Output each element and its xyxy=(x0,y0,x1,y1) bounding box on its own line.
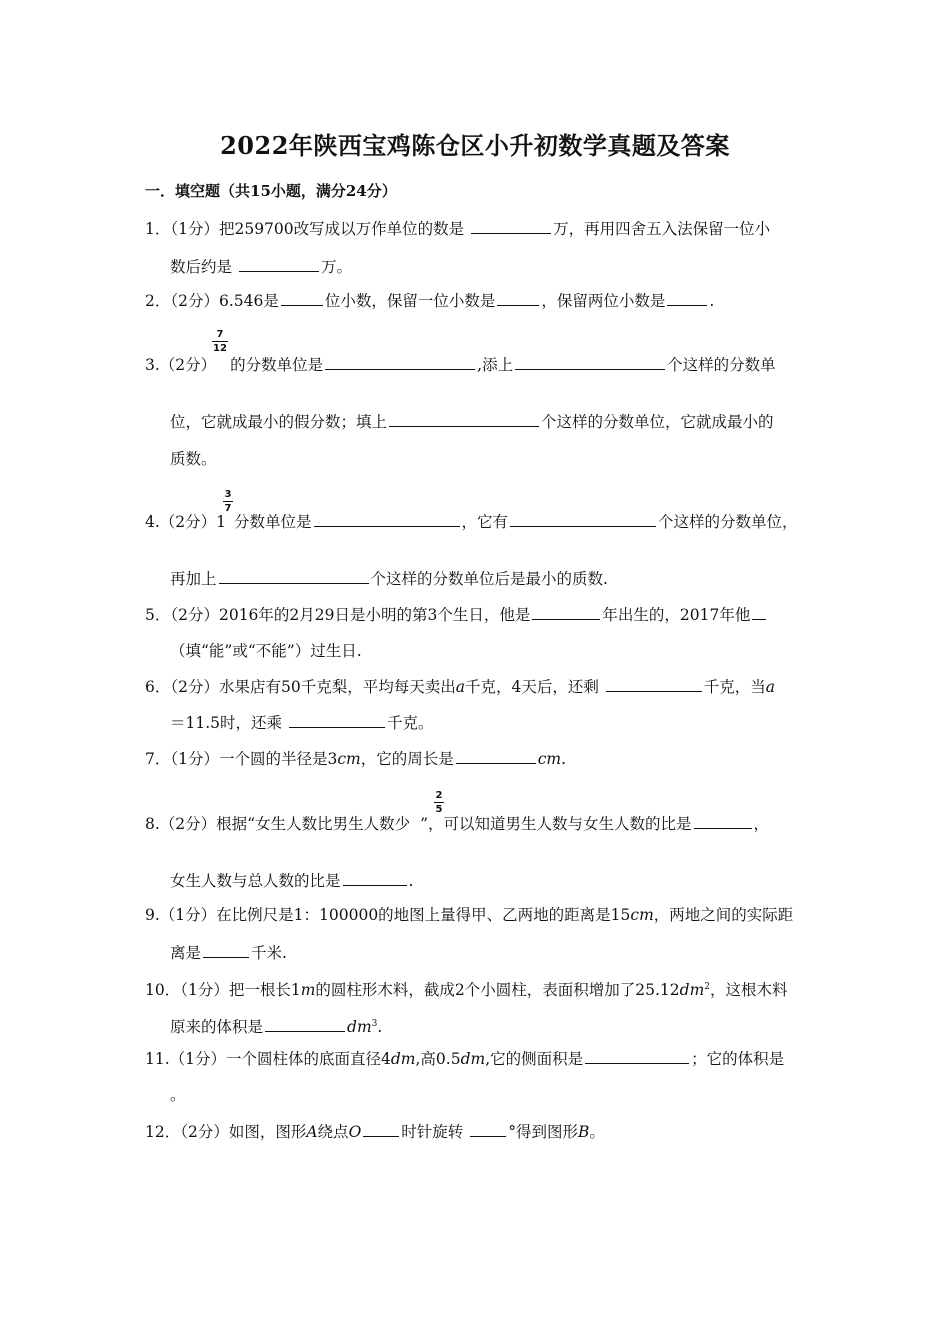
question-text: 女生人数与总人数的比是 xyxy=(170,872,341,890)
question-11-line-1 xyxy=(145,1048,784,1069)
question-text: ，它的周长是 xyxy=(360,750,454,768)
fraction-denominator: 7 xyxy=(224,503,232,514)
fraction-bar xyxy=(212,341,228,342)
question-text: 的圆柱形木料，截成2个小圆柱，表面积增加了25.12 xyxy=(315,981,680,1000)
question-3-line-2 xyxy=(170,411,774,432)
fraction-7-12 xyxy=(212,329,228,354)
question-text: . xyxy=(561,750,567,768)
answer-blank[interactable] xyxy=(471,218,551,234)
question-10-line-2 xyxy=(170,1014,382,1037)
question-text: 4.（2分）1 xyxy=(145,513,227,531)
answer-blank[interactable] xyxy=(289,712,385,728)
question-text: 千克，当 xyxy=(703,678,766,696)
question-text: 质数。 xyxy=(170,450,217,468)
answer-blank[interactable] xyxy=(325,354,475,370)
unit-dm: dm xyxy=(347,1018,372,1037)
question-text: . xyxy=(408,872,414,890)
question-text: 10．（1分）把一根长1 xyxy=(145,981,301,1000)
question-1-line-2 xyxy=(170,256,352,277)
question-text: 分数单位是 xyxy=(234,513,312,531)
question-text: ,它的侧面积是 xyxy=(485,1050,584,1068)
question-text: °得到图形 xyxy=(508,1123,578,1141)
variable-a: a xyxy=(765,678,776,696)
question-text: 3.（2分） xyxy=(145,356,217,374)
question-text: 时针旋转 xyxy=(401,1123,464,1141)
question-text: 年出生的，2017年他 xyxy=(602,606,751,624)
answer-blank[interactable] xyxy=(343,870,407,886)
question-text: 12．（2分）如图，图形 xyxy=(145,1123,307,1141)
question-5-line-2 xyxy=(170,641,362,661)
question-4-line-2 xyxy=(170,568,608,589)
fraction-numerator: 3 xyxy=(224,489,232,500)
question-text: 9.（1分）在比例尺是1：100000的地图上量得甲、乙两地的距离是15 xyxy=(145,906,631,924)
unit-cm: cm xyxy=(337,750,361,768)
answer-blank[interactable] xyxy=(585,1048,689,1064)
fraction-denominator: 12 xyxy=(213,343,227,354)
question-text: 5．（2分）2016年的2月29日是小明的第3个生日，他是 xyxy=(145,606,531,624)
question-text: 6．（2分）水果店有50千克梨，平均每天卖出 xyxy=(145,678,456,696)
question-text: 数后约是 xyxy=(170,258,233,276)
fraction-2-5 xyxy=(434,790,444,815)
answer-blank[interactable] xyxy=(203,942,249,958)
variable-a: a xyxy=(455,678,465,696)
question-text: 7．（1分）一个圆的半径是3 xyxy=(145,750,338,768)
question-text: ，保留两位小数是 xyxy=(541,292,666,310)
question-6-line-1 xyxy=(145,676,775,697)
answer-blank[interactable] xyxy=(515,354,665,370)
question-12-line-1 xyxy=(145,1121,605,1142)
question-text: 千克，4天后，还剩 xyxy=(464,678,599,696)
question-text: 。 xyxy=(170,1086,186,1104)
question-11-line-2 xyxy=(170,1085,186,1105)
answer-blank[interactable] xyxy=(219,568,369,584)
unit-cm: cm xyxy=(630,906,654,924)
question-text: ”，可以知道男生人数与女生人数的比是 xyxy=(420,815,692,833)
unit-dm: dm xyxy=(390,1050,416,1068)
question-9-line-1 xyxy=(145,905,793,925)
answer-blank[interactable] xyxy=(456,748,536,764)
question-text: ,添上 xyxy=(477,356,514,374)
question-text: 。 xyxy=(589,1123,605,1141)
answer-blank[interactable] xyxy=(510,511,656,527)
fraction-bar xyxy=(434,802,444,803)
answer-blank[interactable] xyxy=(239,256,319,272)
question-6-line-2 xyxy=(170,712,433,733)
question-text: ,高0.5 xyxy=(415,1050,461,1068)
answer-blank[interactable] xyxy=(314,511,460,527)
question-8-line-2 xyxy=(170,870,413,891)
answer-blank[interactable] xyxy=(470,1121,506,1137)
question-text: ，两地之间的实际距 xyxy=(653,906,794,924)
question-text: 绕点 xyxy=(317,1123,349,1141)
question-text: ＝11.5时，还乘 xyxy=(170,714,283,732)
question-7-line-1 xyxy=(145,748,566,769)
question-3-line-3 xyxy=(170,449,217,469)
question-text: 千米. xyxy=(251,944,287,962)
answer-blank[interactable] xyxy=(667,290,707,306)
question-text: ，它有 xyxy=(461,513,509,531)
question-text: 个这样的分数单位， xyxy=(658,513,798,531)
question-text: 再加上 xyxy=(170,570,217,588)
unit-m: m xyxy=(300,981,316,1000)
answer-blank[interactable] xyxy=(389,411,539,427)
question-text: ， xyxy=(753,815,770,833)
question-text: 个这样的分数单位后是最小的质数. xyxy=(370,570,608,588)
page-title: 2022年陕西宝鸡陈仓区小升初数学真题及答案 xyxy=(220,131,730,160)
fraction-denominator: 5 xyxy=(435,804,443,815)
answer-blank[interactable] xyxy=(752,604,766,620)
answer-blank[interactable] xyxy=(363,1121,399,1137)
question-text: 个这样的分数单位，它就成最小的 xyxy=(541,413,774,431)
question-text: （填“能”或“不能”）过生日. xyxy=(170,642,362,660)
question-3-line-1 xyxy=(145,354,776,375)
question-text: 位小数，保留一位小数是 xyxy=(324,292,496,310)
question-5-line-1 xyxy=(145,604,768,625)
question-text: 8.（2分）根据“女生人数比男生人数少 xyxy=(145,815,411,833)
question-text: ，这根木料 xyxy=(710,981,788,1000)
answer-blank[interactable] xyxy=(532,604,600,620)
question-text: 原来的体积是 xyxy=(170,1018,264,1037)
question-4-line-1 xyxy=(145,511,798,532)
point-label-o: O xyxy=(348,1123,362,1141)
superscript-2: 2 xyxy=(704,982,711,992)
question-text: 的分数单位是 xyxy=(230,356,324,374)
figure-label-b: B xyxy=(578,1123,590,1141)
answer-blank[interactable] xyxy=(497,290,539,306)
question-10-line-1 xyxy=(145,977,788,1000)
question-9-line-2 xyxy=(170,942,287,963)
answer-blank[interactable] xyxy=(694,813,752,829)
question-text: ；它的体积是 xyxy=(691,1050,785,1068)
figure-label-a: A xyxy=(306,1123,318,1141)
question-text: 位，它就成最小的假分数；填上 xyxy=(170,413,388,431)
question-text: 个这样的分数单 xyxy=(667,356,776,374)
fraction-bar xyxy=(223,501,233,502)
question-text: 千克。 xyxy=(386,714,434,732)
question-text: 11.（1分）一个圆柱体的底面直径4 xyxy=(145,1050,391,1068)
answer-blank[interactable] xyxy=(265,1016,345,1032)
section-heading: 一．填空题（共15小题，满分24分） xyxy=(145,182,397,200)
question-8-line-1 xyxy=(145,813,769,834)
question-text: . xyxy=(709,292,715,310)
question-text: . xyxy=(377,1018,383,1037)
question-1-line-1 xyxy=(145,218,770,239)
question-2-line-1 xyxy=(145,290,714,311)
question-text: 万。 xyxy=(320,258,352,276)
question-text: 2．（2分）6.546是 xyxy=(145,292,279,310)
question-text: 1．（1分）把259700改写成以万作单位的数是 xyxy=(145,220,465,238)
answer-blank[interactable] xyxy=(281,290,323,306)
fraction-numerator: 2 xyxy=(435,790,443,801)
superscript-3: 3 xyxy=(371,1019,378,1029)
unit-cm: cm xyxy=(537,750,562,768)
fraction-numerator: 7 xyxy=(216,329,224,340)
question-text: 离是 xyxy=(170,944,202,962)
question-text: 万，再用四舍五入法保留一位小 xyxy=(553,220,771,238)
answer-blank[interactable] xyxy=(606,676,702,692)
unit-dm: dm xyxy=(679,981,705,1000)
unit-dm: dm xyxy=(460,1050,486,1068)
